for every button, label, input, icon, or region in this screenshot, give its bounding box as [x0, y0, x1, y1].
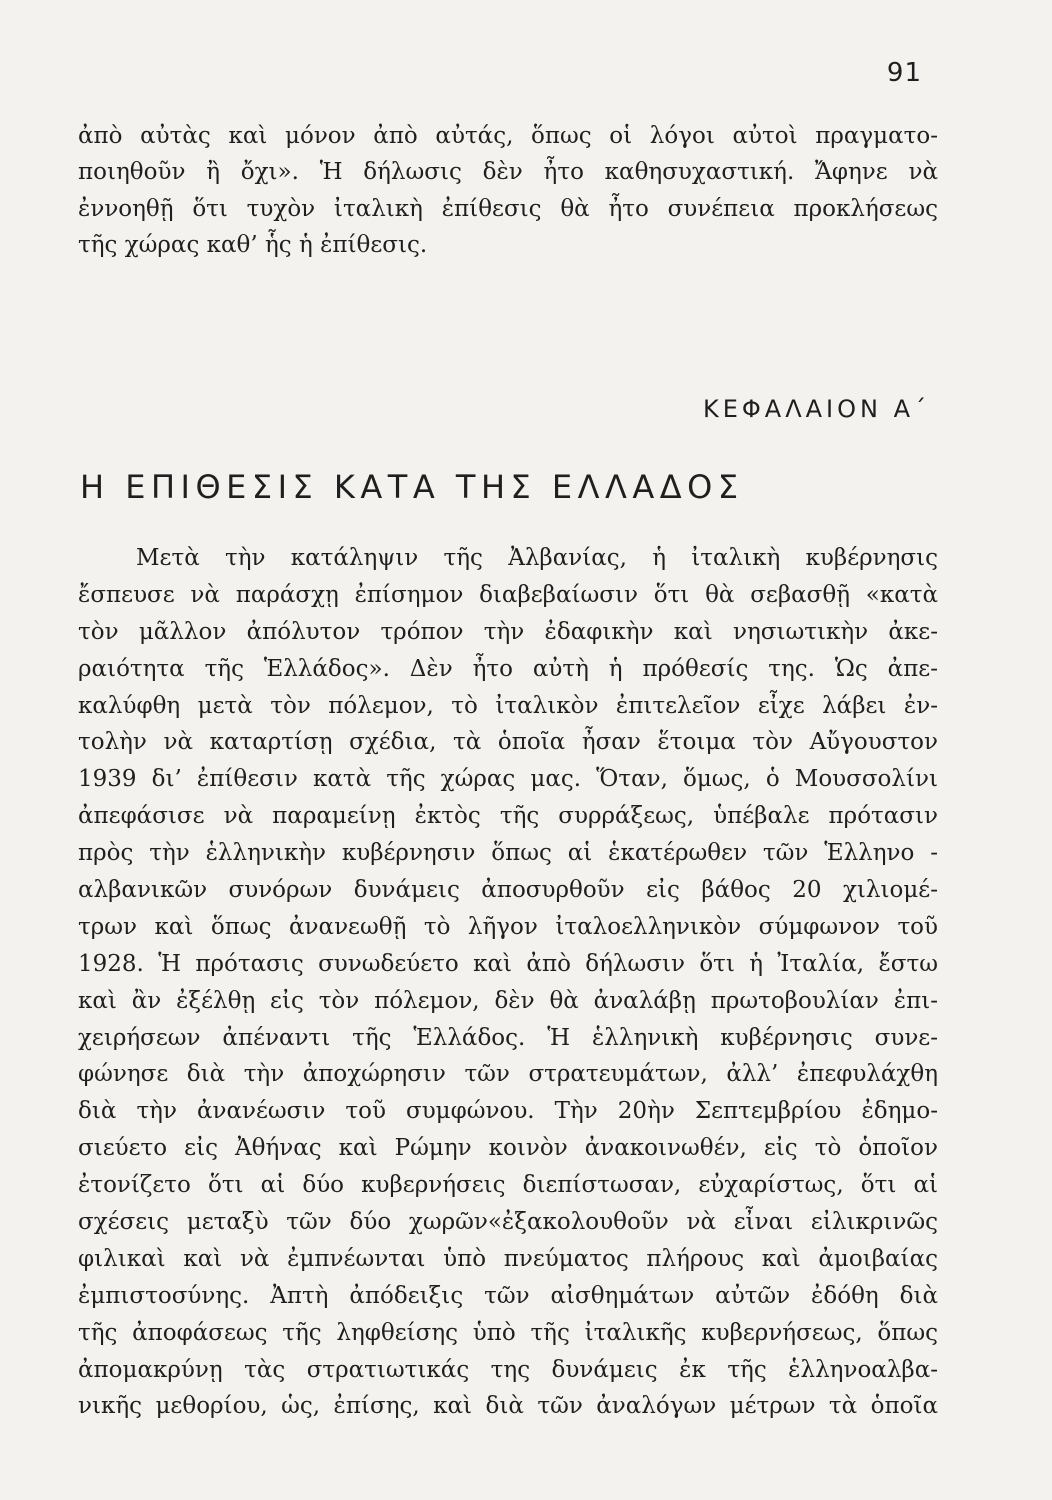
- text-line: διὰ τὴν ἀνανέωσιν τοῦ συμφώνου. Τὴν 20ὴν Σεπτεμβρίου ἐδημο-: [78, 1098, 938, 1125]
- text-line: φιλικαὶ καὶ νὰ ἐμπνέωνται ὑπὸ πνεύματος πλήρους καὶ ἀμοιβαίας: [78, 1245, 938, 1272]
- text-line: τὸν μᾶλλον ἀπόλυτον τρόπον τὴν ἐδαφικὴν καὶ νησιωτικὴν ἀκε-: [78, 618, 938, 645]
- opening-paragraph: [78, 118, 938, 264]
- text-line: ἔσπευσε νὰ παράσχῃ ἐπίσημον διαβεβαίωσιν ὅτι θὰ σεβασθῇ «κατὰ: [78, 581, 938, 608]
- text-line: αλβανικῶν συνόρων δυνάμεις ἀποσυρθοῦν εἰς βάθος 20 χιλιομέ-: [78, 877, 938, 904]
- text-line: τρων καὶ ὅπως ἀνανεωθῇ τὸ λῆγον ἰταλοελληνικὸν σύμφωνον τοῦ: [78, 913, 938, 940]
- text-line: 1928. Ἡ πρότασις συνωδεύετο καὶ ἀπὸ δήλωσιν ὅτι ἡ Ἰταλία, ἔστω: [78, 950, 938, 977]
- text-line: τῆς χώρας καθ’ ἧς ἡ ἐπίθεσις.: [78, 232, 428, 259]
- text-line: σιεύετο εἰς Ἀθήνας καὶ Ρώμην κοινὸν ἀνακοινωθέν, εἰς τὸ ὁποῖον: [78, 1135, 938, 1162]
- text-line: τολὴν νὰ καταρτίσῃ σχέδια, τὰ ὁποῖα ἦσαν ἕτοιμα τὸν Αὔγουστον: [78, 729, 938, 756]
- text-line: σχέσεις μεταξὺ τῶν δύο χωρῶν«ἐξακολουθοῦν νὰ εἶναι εἰλικρινῶς: [78, 1209, 938, 1236]
- text-line: νικῆς μεθορίου, ὡς, ἐπίσης, καὶ διὰ τῶν ἀναλόγων μέτρων τὰ ὁποῖα: [78, 1393, 938, 1420]
- text-line: ἐννοηθῇ ὅτι τυχὸν ἰταλικὴ ἐπίθεσις θὰ ἦτο συνέπεια προκλήσεως: [78, 195, 938, 222]
- text-line: 1939 δι’ ἐπίθεσιν κατὰ τῆς χώρας μας. Ὅταν, ὅμως, ὁ Μουσσολίνι: [78, 766, 938, 793]
- text-line: καλύφθη μετὰ τὸν πόλεμον, τὸ ἰταλικὸν ἐπιτελεῖον εἶχε λάβει ἐν-: [78, 692, 938, 719]
- text-line: ἀπομακρύνῃ τὰς στρατιωτικάς της δυνάμεις ἐκ τῆς ἑλληνοαλβα-: [78, 1356, 938, 1383]
- chapter-title: Η ΕΠΙΘΕΣΙΣ ΚΑΤΑ ΤΗΣ ΕΛΛΑΔΟΣ: [80, 468, 744, 506]
- chapter-label: ΚΕΦΑΛΑΙΟΝ Α΄: [702, 395, 930, 423]
- text-line: πρὸς τὴν ἑλληνικὴν κυβέρνησιν ὅπως αἱ ἑκατέρωθεν τῶν Ἑλληνο -: [78, 840, 938, 867]
- text-line: ἀπὸ αὐτὰς καὶ μόνον ἀπὸ αὐτάς, ὅπως οἱ λόγοι αὐτοὶ πραγματο-: [78, 123, 938, 149]
- text-line: ἐτονίζετο ὅτι αἱ δύο κυβερνήσεις διεπίστωσαν, εὐχαρίστως, ὅτι αἱ: [78, 1172, 938, 1199]
- chapter-body-paragraph: [78, 540, 938, 1425]
- text-line: Μετὰ τὴν κατάληψιν τῆς Ἀλβανίας, ἡ ἰταλικὴ κυβέρνησις: [136, 545, 938, 571]
- text-line: ραιότητα τῆς Ἑλλάδος». Δὲν ἦτο αὐτὴ ἡ πρόθεσίς της. Ὡς ἀπε-: [78, 655, 938, 682]
- text-line: ποιηθοῦν ἢ ὄχι». Ἡ δήλωσις δὲν ἦτο καθησυχαστική. Ἄφηνε νὰ: [78, 159, 938, 186]
- text-line: ἐμπιστοσύνης. Ἀπτὴ ἀπόδειξις τῶν αἰσθημάτων αὐτῶν ἐδόθη διὰ: [78, 1282, 938, 1309]
- text-line: χειρήσεων ἀπέναντι τῆς Ἑλλάδος. Ἡ ἑλληνικὴ κυβέρνησις συνε-: [78, 1024, 938, 1051]
- page-number: 91: [886, 58, 922, 88]
- text-line: φώνησε διὰ τὴν ἀποχώρησιν τῶν στρατευμάτων, ἀλλ’ ἐπεφυλάχθη: [78, 1061, 938, 1088]
- text-line: τῆς ἀποφάσεως τῆς ληφθείσης ὑπὸ τῆς ἰταλικῆς κυβερνήσεως, ὅπως: [78, 1319, 938, 1346]
- text-line: καὶ ἂν ἐξέλθῃ εἰς τὸν πόλεμον, δὲν θὰ ἀναλάβῃ πρωτοβουλίαν ἐπι-: [78, 987, 938, 1014]
- text-line: ἀπεφάσισε νὰ παραμείνῃ ἐκτὸς τῆς συρράξεως, ὑπέβαλε πρότασιν: [78, 803, 938, 830]
